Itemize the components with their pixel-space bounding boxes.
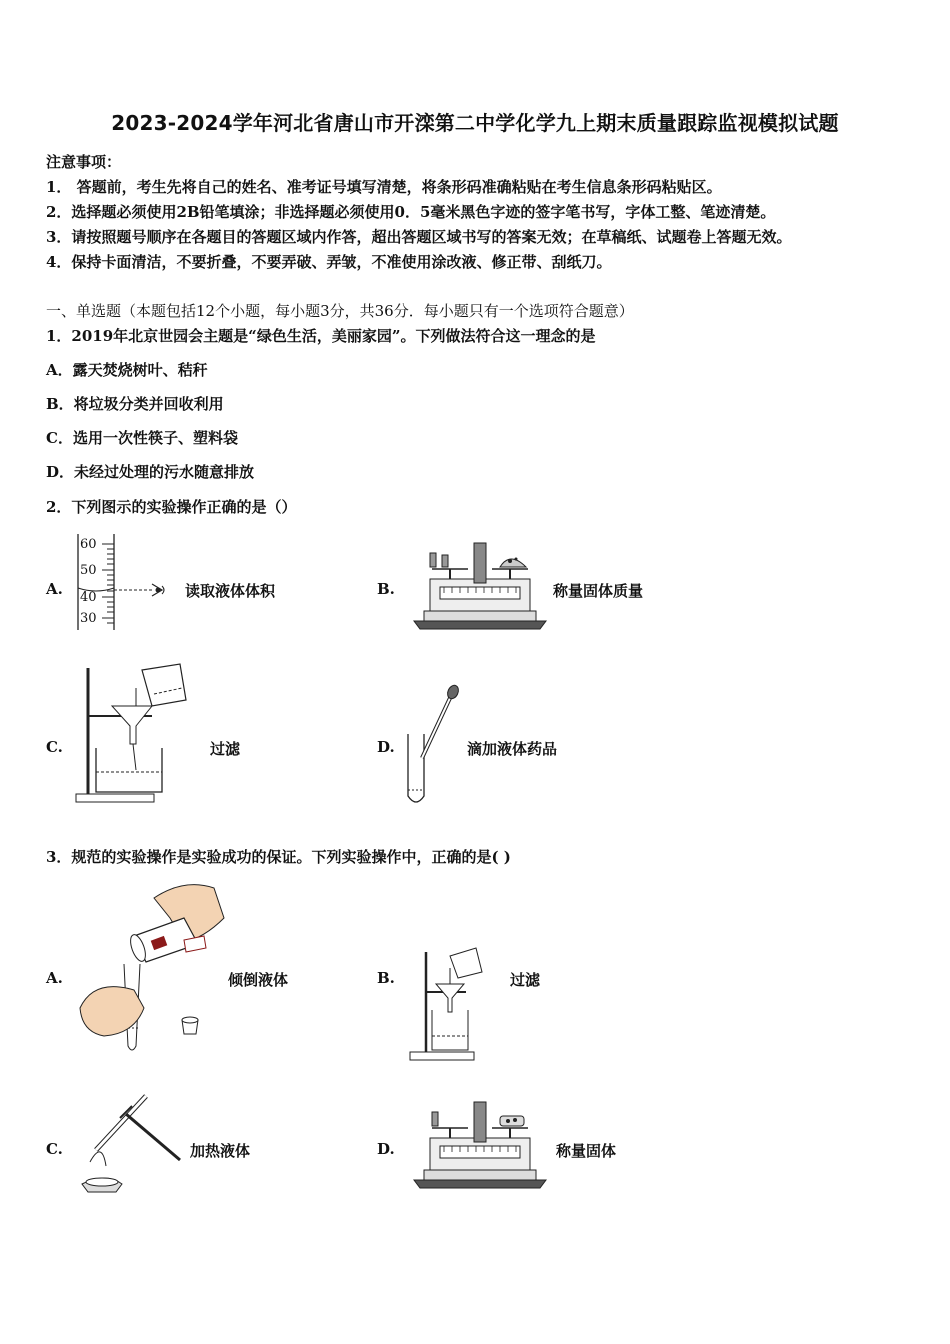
q3-option-d-letter: D. [377, 1140, 395, 1158]
notice-item: 1． 答题前，考生先将自己的姓名、准考证号填写清楚，将条形码准确粘贴在考生信息条形码粘贴区。 [46, 178, 722, 196]
notice-heading: 注意事项： [46, 153, 122, 171]
filtration-setup-figure [72, 660, 192, 810]
q1-option-a: A．露天焚烧树叶、秸秆 [46, 361, 208, 379]
q3-option-c-letter: C. [46, 1140, 63, 1158]
q2-option-c-caption: 过滤 [210, 740, 241, 758]
q1-option-c: C．选用一次性筷子、塑料袋 [46, 429, 238, 447]
q3-option-a-caption: 倾倒液体 [228, 971, 289, 989]
page-title: 2023-2024学年河北省唐山市开滦第二中学化学九上期末质量跟踪监视模拟试题 [111, 111, 839, 135]
q2-option-a-letter: A. [46, 580, 63, 598]
heating-liquid-figure [76, 1090, 186, 1204]
q2-option-b-caption: 称量固体质量 [553, 582, 644, 600]
question-1-stem: 1．2019年北京世园会主题是“绿色生活，美丽家园”。下列做法符合这一理念的是 [46, 327, 596, 345]
q2-option-d-letter: D. [377, 738, 395, 756]
cylinder-tick-label: 50 [80, 563, 97, 578]
q3-option-d-caption: 称量固体 [556, 1142, 617, 1160]
question-2-stem: 2．下列图示的实验操作正确的是（） [46, 498, 297, 516]
dropper-test-tube-figure [400, 684, 470, 812]
q3-option-c-caption: 加热液体 [190, 1142, 251, 1160]
notice-item: 4．保持卡面清洁，不要折叠，不要弄破、弄皱，不准使用涂改液、修正带、刮纸刀。 [46, 253, 612, 271]
question-3-stem: 3．规范的实验操作是实验成功的保证。下列实验操作中，正确的是( ) [46, 848, 511, 866]
q2-option-c-letter: C. [46, 738, 63, 756]
q2-option-b-letter: B. [377, 580, 395, 598]
cylinder-tick-label: 60 [80, 537, 97, 552]
section-heading: 一、单选题（本题包括12个小题，每小题3分，共36分．每小题只有一个选项符合题意） [46, 302, 634, 320]
notice-item: 2．选择题必须使用2B铅笔填涂；非选择题必须使用0．5毫米黑色字迹的签字笔书写，字体工整、笔迹清楚。 [46, 203, 776, 221]
q1-option-d: D．未经过处理的污水随意排放 [46, 463, 255, 481]
cylinder-tick-label: 40 [80, 590, 97, 605]
q3-option-b-caption: 过滤 [510, 971, 541, 989]
q3-option-b-letter: B. [377, 969, 395, 987]
notice-item: 3．请按照题号顺序在各题目的答题区域内作答，超出答题区域书写的答案无效；在草稿纸、试题卷上答题无效。 [46, 228, 792, 246]
q2-option-d-caption: 滴加液体药品 [467, 740, 558, 758]
pouring-liquid-figure [74, 878, 234, 1062]
q1-option-b: B．将垃圾分类并回收利用 [46, 395, 224, 413]
cylinder-tick-label: 30 [80, 611, 97, 626]
q3-option-a-letter: A. [46, 969, 63, 987]
q2-option-a-caption: 读取液体体积 [185, 582, 276, 600]
balance-scale-figure [410, 543, 550, 637]
filtration-setup-figure [406, 946, 490, 1068]
balance-scale-figure [410, 1102, 550, 1196]
